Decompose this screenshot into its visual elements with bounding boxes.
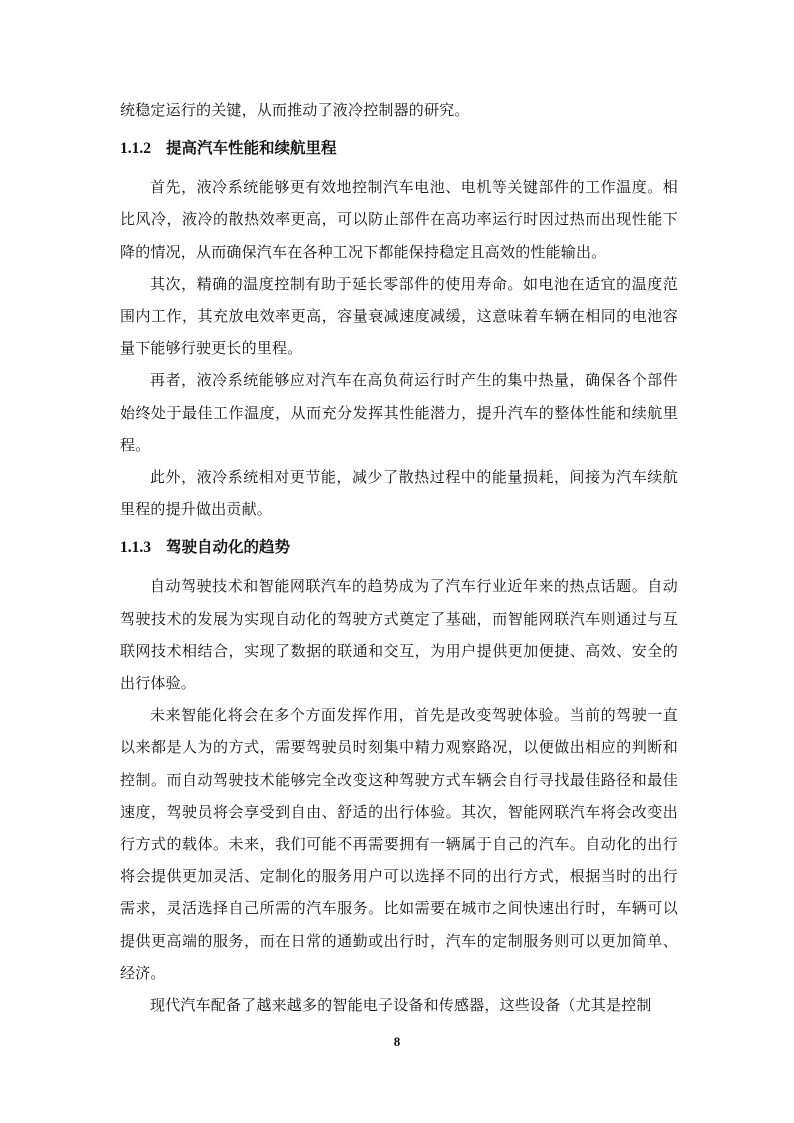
section-number: 1.1.3 [120, 539, 151, 557]
lead-paragraph: 统稳定运行的关键，从而推动了液冷控制器的研究。 [120, 101, 470, 119]
section-heading-1-1-3 [120, 525, 678, 570]
paragraph: 其次，精确的温度控制有助于延长零部件的使用寿命。如电池在适宜的温度范围内工作，其充放电效率更高，容量衰减速度减缓，这意味着车辆在相同的电池容量下能够行驶更长的里程。 [120, 274, 678, 358]
section-heading-1-1-2 [120, 126, 678, 171]
paragraph: 未来智能化将会在多个方面发挥作用，首先是改变驾驶体验。当前的驾驶一直以来都是人为的方式，需要驾驶员时刻集中精力观察路况，以便做出相应的判断和控制。而自动驾驶技术能够完全改变这种驾驶方式车辆会自行寻找最佳路径和最佳速度，驾驶员将会享受到自由、舒适的出行体验。其次，智能网联汽车将会改变出行方式的载体。未来，我们可能不再需要拥有一辆属于自己的汽车。自动化的出行将会提供更加灵活、定制化的服务用户可以选择不同的出行方式，根据当时的出行需求，灵活选择自己所需的汽车服务。比如需要在城市之间快速出行时，车辆可以提供更高端的服务，而在日常的通勤或出行时，汽车的定制服务则可以更加简单、经济。 [120, 706, 678, 982]
paragraph: 再者，液冷系统能够应对汽车在高负荷运行时产生的集中热量，确保各个部件始终处于最佳工作温度，从而充分发挥其性能潜力，提升汽车的整体性能和续航里程。 [120, 371, 678, 454]
paragraph: 此外，液冷系统相对更节能，减少了散热过程中的能量损耗，间接为汽车续航里程的提升做出贡献。 [120, 468, 678, 519]
paragraph: 自动驾驶技术和智能网联汽车的趋势成为了汽车行业近年来的热点话题。自动驾驶技术的发展为实现自动化的驾驶方式奠定了基础，而智能网联汽车则通过与互联网技术相结合，实现了数据的联通和交互，为用户提供更加便捷、高效、安全的出行体验。 [120, 577, 678, 693]
page-number: 8 [393, 1034, 401, 1049]
paragraph: 首先，液冷系统能够更有效地控制汽车电池、电机等关键部件的工作温度。相比风冷，液冷的散热效率更高，可以防止部件在高功率运行时因过热而出现性能下降的情况，从而确保汽车在各种工况下都能保持稳定且高效的性能输出。 [120, 178, 678, 261]
section-title: 驾驶自动化的趋势 [166, 538, 291, 557]
section-number: 1.1.2 [120, 140, 151, 158]
section-title: 提高汽车性能和续航里程 [166, 139, 337, 158]
page-content [120, 94, 678, 1021]
paragraph: 现代汽车配备了越来越多的智能电子设备和传感器，这些设备（尤其是控制 [150, 996, 652, 1015]
